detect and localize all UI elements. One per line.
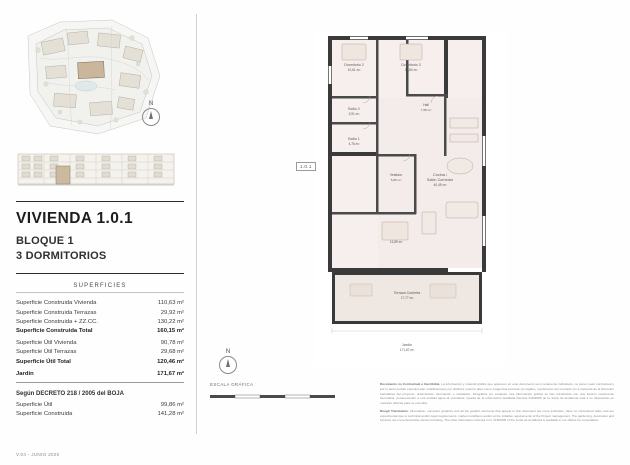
row-value: 120,46 m² bbox=[157, 358, 184, 365]
svg-text:14,89 m²: 14,89 m² bbox=[389, 240, 403, 244]
row-value: 130,22 m² bbox=[157, 318, 184, 325]
row-value: 110,63 m² bbox=[157, 300, 184, 307]
svg-text:10,80 m²: 10,80 m² bbox=[404, 68, 418, 72]
legal-es-title: Documento no Contractual e Inscribible. bbox=[380, 382, 441, 386]
table-row bbox=[16, 400, 184, 409]
table-row bbox=[16, 348, 184, 357]
svg-text:17,77 m²: 17,77 m² bbox=[400, 296, 414, 300]
left-column bbox=[16, 14, 184, 434]
divider-decreto bbox=[16, 382, 184, 383]
surfaces-table-decreto bbox=[16, 400, 184, 418]
north-indicator-plan bbox=[215, 349, 241, 374]
compass-icon bbox=[142, 108, 160, 126]
table-row bbox=[16, 317, 184, 326]
svg-text:Hall: Hall bbox=[423, 103, 429, 107]
table-row-total bbox=[16, 326, 184, 335]
surfaces-table bbox=[16, 292, 184, 379]
elevation-drawing bbox=[16, 148, 176, 192]
highlighted-block bbox=[78, 61, 105, 78]
page-subtitle bbox=[16, 234, 184, 264]
legal-en-title: Rough Translation: bbox=[380, 408, 409, 413]
row-label: Superficie Construida + ZZ.CC. bbox=[16, 318, 99, 325]
svg-text:5,86 m²: 5,86 m² bbox=[390, 178, 402, 182]
row-value: 29,92 m² bbox=[160, 309, 184, 316]
table-row bbox=[16, 299, 184, 308]
table-row bbox=[16, 339, 184, 348]
scale-label: ESCALA GRÁFICA bbox=[210, 382, 254, 387]
row-label: Superficie Útil bbox=[16, 401, 53, 408]
table-row bbox=[16, 410, 184, 419]
level-badge: 1.0.1 bbox=[296, 162, 316, 171]
row-value: 160,15 m² bbox=[157, 328, 184, 335]
floor-plan bbox=[310, 26, 510, 371]
row-label: Superficie Útil Vivienda bbox=[16, 340, 77, 347]
svg-text:Salón Comedor: Salón Comedor bbox=[426, 178, 454, 182]
row-label: Superficie Construida bbox=[16, 411, 73, 418]
svg-text:Cocina /: Cocina / bbox=[433, 173, 447, 177]
svg-text:Baño 1: Baño 1 bbox=[348, 137, 360, 141]
row-label: Superficie Construida Vivienda bbox=[16, 300, 97, 307]
row-value: 90,78 m² bbox=[160, 340, 184, 347]
subtitle-line-2: 3 DORMITORIOS bbox=[16, 249, 107, 262]
legal-en-text: Information, computer graphics and all the graphic elements that appear in this document are mere indicative, have no contractual value and are experimental due to technical and/or legal requirements, market conditions and/or at the initiative requirements of the Project management. The gardening, decoration and furniture are mere decorative element binding. The other information referred in D. 218/2005 of the Junta de Andalucía is available in our offices for consultation. bbox=[380, 408, 614, 423]
row-label: Superficie Construida Total bbox=[16, 328, 93, 335]
building-elevation bbox=[16, 148, 176, 192]
row-value: 141,28 m² bbox=[157, 411, 184, 418]
north-label: N bbox=[148, 101, 154, 107]
site-plan bbox=[20, 14, 170, 144]
svg-text:Terraza Cubierta: Terraza Cubierta bbox=[393, 291, 421, 295]
row-label: Jardín bbox=[16, 370, 34, 377]
row-label: Superficie Útil Total bbox=[16, 358, 71, 365]
svg-text:10,61 m²: 10,61 m² bbox=[347, 68, 361, 72]
svg-text:171,67 m²: 171,67 m² bbox=[399, 348, 415, 352]
row-value: 99,86 m² bbox=[160, 401, 184, 408]
svg-text:Vestidor: Vestidor bbox=[389, 173, 403, 177]
right-column bbox=[210, 14, 614, 444]
legal-es-text: La información y material gráfico que aparecen en este documento son meramente indicativos, no tienen valor contractual y por lo tanto podrán experimentar modificaciones por distintos motivos tales como exigencias técnicas y/o legales, condiciones del mercado y/o a instancia de la Dirección Facultativa del proyecto, urbanísticas, decoración e instalados. Infografías y/o cualquier otra información gráfica se han introducido con una función meramente decorativa, perteneciendo a una entidad ajena al vinculante. Queda de la información detallada Decreto 218/2005 de la Junta de Andalucía está a su disposición en nuestras oficinas para su consulta. bbox=[380, 382, 614, 406]
north-indicator-siteplan bbox=[138, 101, 164, 126]
row-label: Superficie Útil Terrazas bbox=[16, 349, 77, 356]
svg-text:Dormitorio 2: Dormitorio 2 bbox=[344, 63, 364, 67]
svg-text:7,58 m²: 7,58 m² bbox=[420, 108, 432, 112]
row-value: 171,67 m² bbox=[157, 370, 184, 377]
subtitle-line-1: BLOQUE 1 bbox=[16, 235, 74, 247]
legal-es bbox=[380, 382, 614, 406]
graphic-scale-bar bbox=[210, 390, 360, 400]
floor-plan-drawing bbox=[310, 26, 510, 371]
surfaces-header: SUPERFICIES bbox=[73, 282, 127, 289]
table-row-total bbox=[16, 357, 184, 366]
svg-text:Dormitorio 3: Dormitorio 3 bbox=[401, 63, 421, 67]
svg-text:40,45 m²: 40,45 m² bbox=[433, 183, 447, 187]
divider-below-title bbox=[16, 273, 184, 274]
svg-text:Baño 2: Baño 2 bbox=[348, 107, 360, 111]
sheet-version: V.04 - JUNIO 2020 bbox=[16, 452, 60, 457]
row-value: 29,68 m² bbox=[160, 349, 184, 356]
table-row bbox=[16, 308, 184, 317]
page-title: VIVIENDA 1.0.1 bbox=[16, 210, 134, 227]
compass-icon bbox=[219, 356, 237, 374]
svg-text:Jardín: Jardín bbox=[402, 343, 412, 347]
svg-text:4,76 m²: 4,76 m² bbox=[348, 142, 360, 146]
table-row-total bbox=[16, 369, 184, 378]
legal-en bbox=[380, 409, 614, 423]
column-divider bbox=[196, 14, 197, 434]
legal-disclaimer bbox=[380, 382, 614, 426]
divider-top bbox=[16, 201, 184, 202]
decreto-note: Según DECRETO 218 / 2005 del BOJA bbox=[16, 391, 124, 398]
row-label: Superficie Construida Terrazas bbox=[16, 309, 97, 316]
svg-text:3,91 m²: 3,91 m² bbox=[348, 112, 360, 116]
scale-bar-drawing bbox=[210, 393, 360, 403]
north-label: N bbox=[225, 349, 231, 355]
